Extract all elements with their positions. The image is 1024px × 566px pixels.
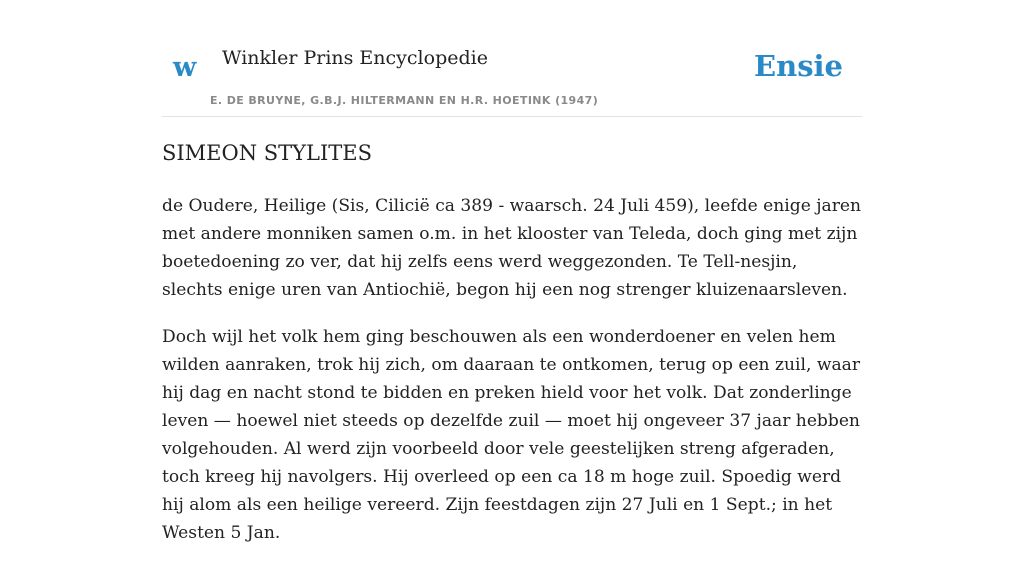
site-title[interactable]: Winkler Prins Encyclopedie: [222, 47, 488, 69]
site-logo[interactable]: w: [173, 52, 197, 83]
article-paragraph-2: Doch wijl het volk hem ging beschouwen als een wonderdoener en velen hem wilden aanraken, trok hij zich, om daaraan te ontkomen, terug op een zuil, waar hij dag en nacht stond te bidden en preken hield voor het volk. Dat zonderlinge leven — hoewel niet steeds op dezelfde zuil — moet hij ongeveer 37 jaar hebben volgehouden. Al werd zijn voorbeeld door vele geestelijken streng afgeraden, toch kreeg hij navolgers. Hij overleed op een ca 18 m hoge zuil. Spoedig werd hij alom als een heilige vereerd. Zijn feestdagen zijn 27 Juli en 1 Sept.; in het Westen 5 Jan.: [162, 327, 861, 543]
site-subtitle: E. DE BRUYNE, G.B.J. HILTERMANN EN H.R. HOETINK (1947): [210, 94, 599, 107]
article-title: SIMEON STYLITES: [162, 141, 372, 165]
page: [162, 0, 862, 543]
site-header: [162, 0, 862, 117]
ensie-brand-link[interactable]: Ensie: [754, 49, 843, 83]
article-paragraph-1: de Oudere, Heilige (Sis, Cilicië ca 389 - waarsch. 24 Juli 459), leefde enige jaren met andere monniken samen o.m. in het klooster van Teleda, doch ging met zijn boetedoening zo ver, dat hij zelfs eens werd weggezonden. Te Tell-nesjin, slechts enige uren van Antiochië, begon hij een nog strenger kluizenaarsleven.: [162, 196, 862, 300]
article-body: [162, 192, 862, 566]
